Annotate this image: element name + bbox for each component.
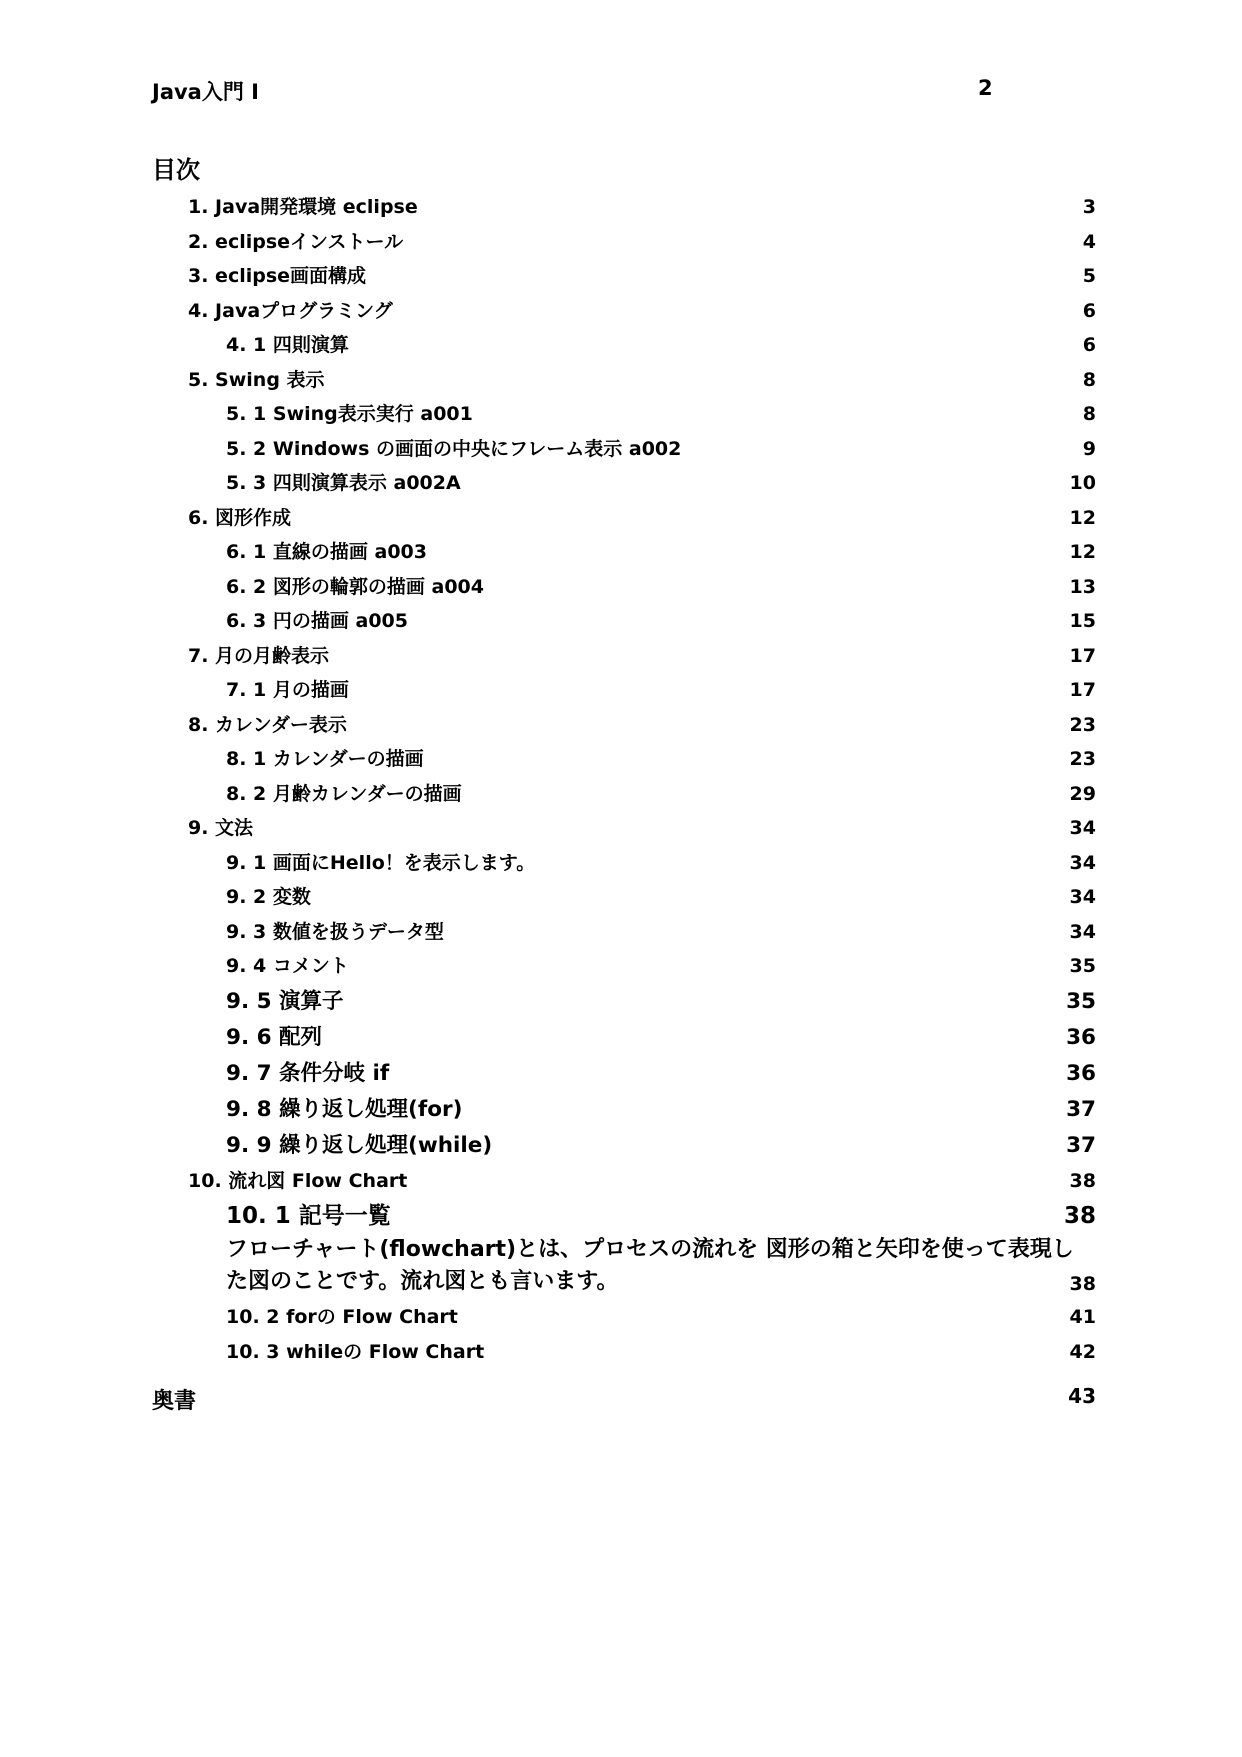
toc-subentry[interactable]	[152, 570, 1096, 605]
toc-entry-page: 5	[1082, 265, 1096, 287]
toc-entry-label: 6. 1 直線の描画 a003	[226, 541, 427, 563]
toc-entry-label: 10. 流れ図 Flow Chart	[188, 1169, 408, 1192]
toc-entry-page: 13	[1069, 575, 1096, 598]
toc-entry-page: 6	[1082, 334, 1096, 356]
colophon-page: 43	[1068, 1384, 1096, 1408]
toc-entry-page: 3	[1082, 196, 1096, 218]
toc-entry-label: 4. Javaプログラミング	[188, 299, 393, 322]
toc-entry-label: フローチャート(flowchart)とは、プロセスの流れを 図形の箱と矢印を使って表現した図のことです。流れ図とも言います。	[226, 1237, 1074, 1294]
toc-entry-page: 35	[1066, 988, 1096, 1014]
toc-entry-page: 38	[1069, 1169, 1096, 1192]
toc-entry-page: 9	[1082, 437, 1096, 460]
toc-subentry[interactable]	[152, 742, 1096, 777]
toc-entry-label: 9. 2 変数	[226, 886, 311, 908]
toc-entry[interactable]	[152, 259, 1096, 294]
toc-subentry[interactable]	[152, 1020, 1096, 1056]
toc-entry-label: 5. 2 Windows の画面の中央にフレーム表示 a002	[226, 437, 682, 460]
toc-subentry[interactable]	[152, 984, 1096, 1020]
toc-entry-page: 37	[1066, 1132, 1096, 1158]
toc-entry-label: 5. 3 四則演算表示 a002A	[226, 472, 461, 494]
toc-entry-page: 10	[1069, 472, 1096, 494]
colophon-label: 奥書	[152, 1389, 197, 1414]
toc-entry-page: 36	[1066, 1024, 1096, 1050]
toc-entry-label: 6. 2 図形の輪郭の描画 a004	[226, 575, 484, 598]
toc-entry-page: 23	[1069, 748, 1096, 770]
toc-entry-page: 34	[1069, 886, 1096, 908]
toc-entry-page: 34	[1069, 920, 1096, 943]
toc-subentry[interactable]	[152, 328, 1096, 363]
toc-entry-page: 36	[1066, 1060, 1096, 1086]
toc-entry-page: 8	[1082, 368, 1096, 391]
toc-entry-page: 6	[1082, 299, 1096, 322]
toc-subentry[interactable]	[152, 777, 1096, 812]
toc-subentry[interactable]	[152, 466, 1096, 501]
toc-entry[interactable]	[152, 363, 1096, 398]
toc-entry-page: 4	[1082, 230, 1096, 253]
toc-entry-page: 34	[1069, 851, 1096, 874]
toc-entry-page: 42	[1069, 1340, 1096, 1363]
toc-entry[interactable]	[152, 811, 1096, 846]
toc-entry-page: 8	[1082, 403, 1096, 425]
toc-entry-label: 9. 3 数値を扱うデータ型	[226, 920, 444, 943]
toc-subentry[interactable]	[152, 432, 1096, 467]
toc-entry[interactable]	[152, 190, 1096, 225]
toc-entry-page: 34	[1069, 817, 1096, 839]
toc-heading: 目次	[152, 156, 200, 184]
toc-entry-label: 7. 月の月齢表示	[188, 644, 330, 667]
page-number: 2	[978, 76, 993, 100]
toc-subentry[interactable]	[152, 880, 1096, 915]
toc-subentry-paragraph[interactable]	[152, 1234, 1096, 1300]
toc-entry-label: 8. 2 月齢カレンダーの描画	[226, 782, 462, 805]
toc-entry[interactable]	[152, 639, 1096, 674]
toc-entry-page: 35	[1069, 955, 1096, 977]
toc-entry[interactable]	[152, 1164, 1096, 1199]
toc-entry-label: 9. 5 演算子	[226, 988, 344, 1014]
toc-subentry[interactable]	[152, 1198, 1096, 1234]
toc-entry-label: 9. 文法	[188, 817, 254, 839]
toc-entry-label: 3. eclipse画面構成	[188, 265, 367, 287]
toc-entry-label: 9. 6 配列	[226, 1024, 323, 1050]
document-title: Java入門 Ⅰ	[152, 80, 259, 104]
toc-subentry[interactable]	[152, 535, 1096, 570]
toc-entry-label: 9. 7 条件分岐 if	[226, 1060, 390, 1086]
toc-entry-page: 38	[1069, 1273, 1096, 1295]
toc-entry-label: 5. 1 Swing表示実行 a001	[226, 403, 473, 425]
toc-entry-label: 6. 図形作成	[188, 506, 292, 529]
toc-colophon-entry[interactable]	[152, 1384, 1096, 1418]
toc-entry-page: 38	[1063, 1203, 1096, 1229]
toc-subentry[interactable]	[152, 397, 1096, 432]
toc-entry-label: 9. 9 繰り返し処理(while)	[226, 1132, 493, 1158]
toc-entry-label: 8. 1 カレンダーの描画	[226, 748, 424, 770]
toc-entry[interactable]	[152, 225, 1096, 260]
toc-subentry[interactable]	[152, 673, 1096, 708]
toc-entry-label: 4. 1 四則演算	[226, 334, 349, 356]
toc-entry-page: 17	[1069, 679, 1096, 701]
toc-entry-label: 1. Java開発環境 eclipse	[188, 196, 418, 218]
toc-subentry[interactable]	[152, 1335, 1096, 1370]
toc-entry-page: 12	[1069, 506, 1096, 529]
toc-entry[interactable]	[152, 294, 1096, 329]
toc-subentry[interactable]	[152, 846, 1096, 881]
toc-entry-label: 9. 4 コメント	[226, 955, 349, 977]
table-of-contents	[152, 190, 1096, 1369]
toc-entry-label: 7. 1 月の描画	[226, 679, 349, 701]
toc-subentry[interactable]	[152, 1128, 1096, 1164]
toc-subentry[interactable]	[152, 1056, 1096, 1092]
toc-entry-page: 12	[1069, 541, 1096, 563]
toc-entry-label: 5. Swing 表示	[188, 368, 325, 391]
toc-subentry[interactable]	[152, 1300, 1096, 1335]
toc-entry-label: 2. eclipseインストール	[188, 230, 404, 253]
toc-entry[interactable]	[152, 501, 1096, 536]
toc-entry-page: 17	[1069, 644, 1096, 667]
toc-entry-page: 23	[1069, 713, 1096, 736]
toc-entry-label: 10. 3 whileの Flow Chart	[226, 1340, 485, 1363]
toc-entry-page: 29	[1069, 782, 1096, 805]
toc-entry[interactable]	[152, 708, 1096, 743]
toc-subentry[interactable]	[152, 915, 1096, 950]
toc-entry-label: 8. カレンダー表示	[188, 713, 347, 736]
toc-entry-label: 10. 1 記号一覧	[226, 1203, 391, 1229]
toc-entry-page: 41	[1069, 1306, 1096, 1328]
page-header	[152, 76, 992, 106]
toc-entry-page: 15	[1069, 610, 1096, 632]
toc-subentry[interactable]	[152, 604, 1096, 639]
toc-subentry[interactable]	[152, 1092, 1096, 1128]
toc-subentry[interactable]	[152, 949, 1096, 984]
toc-entry-label: 9. 1 画面にHello！を表示します。	[226, 851, 536, 874]
toc-entry-label: 9. 8 繰り返し処理(for)	[226, 1096, 463, 1122]
toc-entry-label: 6. 3 円の描画 a005	[226, 610, 408, 632]
toc-entry-page: 37	[1066, 1096, 1096, 1122]
toc-entry-label: 10. 2 forの Flow Chart	[226, 1306, 458, 1328]
